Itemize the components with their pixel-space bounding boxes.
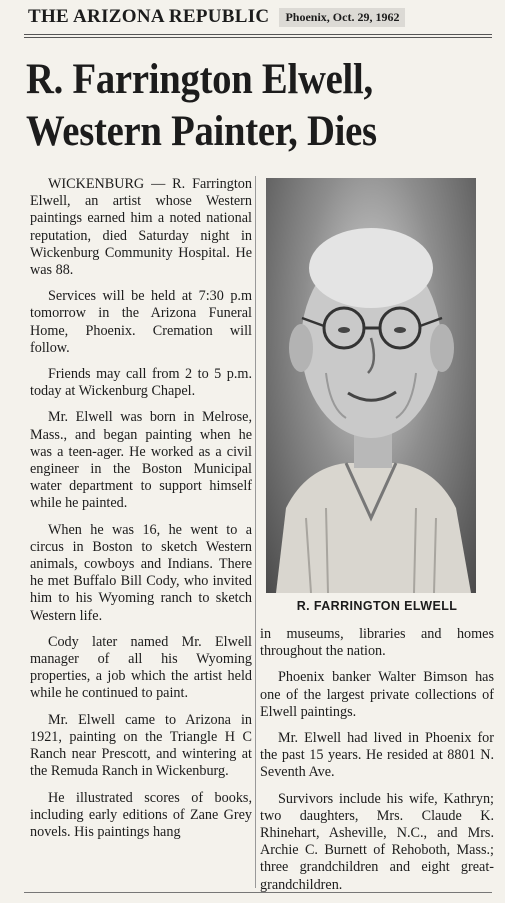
- portrait-illustration: [266, 178, 476, 593]
- paragraph: He illustrated scores of books, including early editions of Zane Grey novels. His paintings hang: [30, 789, 252, 840]
- paragraph: Cody later named Mr. Elwell manager of all his Wyoming properties, a job which the artist held while he continued to paint.: [30, 633, 252, 702]
- column-divider: [255, 176, 256, 888]
- masthead: [28, 4, 458, 30]
- paragraph: Mr. Elwell came to Arizona in 1921, painting on the Triangle H C Ranch near Prescott, and wintering at the Remuda Ranch in Wickenburg.: [30, 711, 252, 780]
- article-column-2: [260, 626, 494, 903]
- paragraph: Mr. Elwell had lived in Phoenix for the past 15 years. He resided at 8801 N. Seventh Ave.: [260, 730, 494, 781]
- dateline: Phoenix, Oct. 29, 1962: [279, 8, 405, 27]
- paragraph: When he was 16, he went to a circus in Boston to sketch Western animals, cowboys and Indians. There he met Buffalo Bill Cody, who invited him to his Wyoming ranch to sketch Western life.: [30, 521, 252, 624]
- bottom-rule: [24, 892, 492, 893]
- masthead-rule: [24, 34, 492, 35]
- paragraph: Mr. Elwell was born in Melrose, Mass., and began painting when he was a teen-ager. He worked as a civil engineer in the Boston Municipal water department to support himself while he painted.: [30, 409, 252, 512]
- newspaper-name: THE ARIZONA REPUBLIC: [28, 6, 270, 27]
- paragraph: WICKENBURG — R. Farrington Elwell, an artist whose Western paintings earned him a noted national reputation, died Saturday night in Wickenburg Community Hospital. He was 88.: [30, 176, 252, 279]
- headline: [26, 54, 440, 158]
- paragraph: Friends may call from 2 to 5 p.m. today at Wickenburg Chapel.: [30, 366, 252, 400]
- paragraph: Services will be held at 7:30 p.m tomorrow in the Arizona Funeral Home, Phoenix. Cremation will follow.: [30, 288, 252, 356]
- masthead-rule-inner: [24, 37, 492, 38]
- headline-line-1: R. Farrington Elwell,: [26, 56, 373, 103]
- paragraph: Phoenix banker Walter Bimson has one of the largest private collections of Elwell paintings.: [260, 669, 494, 720]
- portrait-photo: [266, 178, 476, 593]
- paragraph: in museums, libraries and homes throughout the nation.: [260, 626, 494, 660]
- article-column-1: [30, 176, 252, 850]
- headline-line-2: Western Painter, Dies: [26, 108, 377, 155]
- paragraph: Survivors include his wife, Kathryn; two daughters, Mrs. Claude K. Rhinehart, Asheville, N.C., and Mrs. Archie C. Burnett of Rehoboth, Mass.; three grandchildren and eight great-grandchildren.: [260, 790, 494, 893]
- photo-caption: R. FARRINGTON ELWELL: [296, 599, 458, 613]
